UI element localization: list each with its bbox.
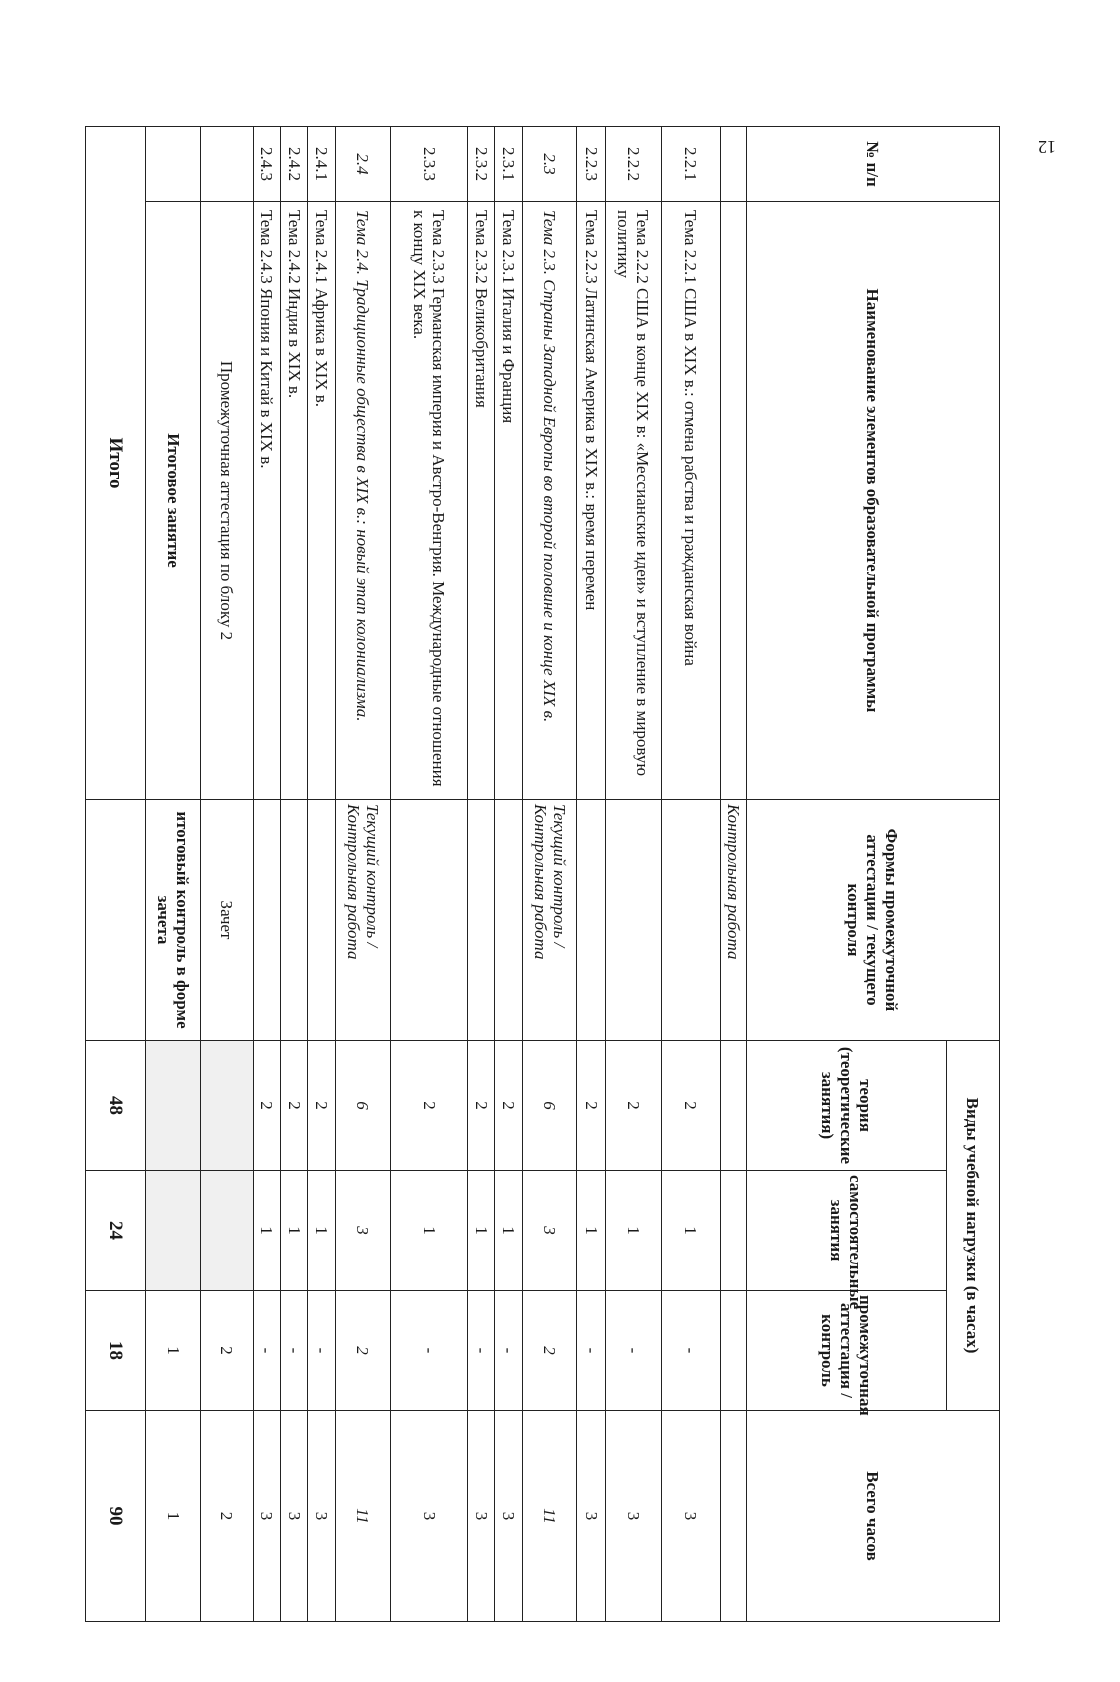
row-self: 1 xyxy=(468,1171,495,1291)
row-name: Тема 2.4.1 Африка в XIX в. xyxy=(308,202,335,800)
row-total: 3 xyxy=(605,1411,661,1622)
interim-block-name: Промежуточная аттестация по блоку 2 xyxy=(201,202,254,800)
row-theory xyxy=(720,1041,746,1171)
row-interim: - xyxy=(468,1291,495,1411)
row-self: 1 xyxy=(577,1171,605,1291)
table-row xyxy=(253,127,280,1622)
row-interim: 2 xyxy=(522,1291,577,1411)
row-total: 3 xyxy=(468,1411,495,1622)
table-row xyxy=(335,127,391,1622)
row-theory: 2 xyxy=(605,1041,661,1171)
row-interim: - xyxy=(495,1291,522,1411)
row-theory: 2 xyxy=(495,1041,522,1171)
row-self: 1 xyxy=(308,1171,335,1291)
row-interim xyxy=(720,1291,746,1411)
table-row xyxy=(605,127,661,1622)
row-name: Тема 2.3.2 Великобритания xyxy=(468,202,495,800)
row-self: 1 xyxy=(280,1171,307,1291)
row-total: 3 xyxy=(577,1411,605,1622)
row-num: 2.2.1 xyxy=(661,127,720,202)
row-interim: - xyxy=(308,1291,335,1411)
grand-total-theory: 48 xyxy=(86,1041,146,1171)
row-interim: - xyxy=(605,1291,661,1411)
row-total: 11 xyxy=(335,1411,391,1622)
final-lesson-name: Итоговое занятие xyxy=(146,202,201,800)
row-form xyxy=(308,800,335,1041)
row-self: 3 xyxy=(335,1171,391,1291)
header-forms: Формы промежуточной аттестации / текущего контроля xyxy=(747,800,1000,1041)
page-number: 12 xyxy=(1038,137,1056,157)
row-theory: 2 xyxy=(308,1041,335,1171)
interim-block-row xyxy=(201,127,254,1622)
row-form xyxy=(280,800,307,1041)
row-num: 2.4.1 xyxy=(308,127,335,202)
row-self: 1 xyxy=(495,1171,522,1291)
table-row xyxy=(280,127,307,1622)
row-form xyxy=(577,800,605,1041)
row-name: Тема 2.3.3 Германская империя и Австро-Венгрия. Международные отношения к концу XIX века. xyxy=(391,202,468,800)
header-name: Наименование элементов образовательной программы xyxy=(747,202,1000,800)
header-interim: промежуточная аттестация / контроль xyxy=(747,1291,947,1411)
interim-block-interim: 2 xyxy=(201,1291,254,1411)
row-name: Тема 2.4.3 Япония и Китай в XIX в. xyxy=(253,202,280,800)
row-theory: 2 xyxy=(280,1041,307,1171)
row-form xyxy=(468,800,495,1041)
row-theory: 2 xyxy=(391,1041,468,1171)
grand-total-row xyxy=(86,127,146,1622)
row-num: 2.3.2 xyxy=(468,127,495,202)
row-num: 2.3 xyxy=(522,127,577,202)
table-row xyxy=(720,127,746,1622)
row-num: 2.4.2 xyxy=(280,127,307,202)
row-form xyxy=(253,800,280,1041)
header-types: Виды учебной нагрузки (в часах) xyxy=(947,1041,1000,1411)
grand-total-label: Итого xyxy=(86,127,146,800)
row-self: 3 xyxy=(522,1171,577,1291)
grand-total-self: 24 xyxy=(86,1171,146,1291)
row-theory: 6 xyxy=(335,1041,391,1171)
row-theory: 2 xyxy=(253,1041,280,1171)
row-total: 11 xyxy=(522,1411,577,1622)
curriculum-table xyxy=(85,126,1000,1622)
table-row xyxy=(577,127,605,1622)
row-num: 2.4 xyxy=(335,127,391,202)
row-form: Контрольная работа xyxy=(720,800,746,1041)
header-self: самостоятельные занятия xyxy=(747,1171,947,1291)
row-interim: - xyxy=(280,1291,307,1411)
final-lesson-form: итоговый контроль в форме зачета xyxy=(146,800,201,1041)
row-num: 2.2.2 xyxy=(605,127,661,202)
row-total: 3 xyxy=(308,1411,335,1622)
row-interim: 2 xyxy=(335,1291,391,1411)
row-form xyxy=(495,800,522,1041)
final-lesson-interim: 1 xyxy=(146,1291,201,1411)
interim-block-total: 2 xyxy=(201,1411,254,1622)
row-name: Тема 2.2.3 Латинская Америка в XIX в.: время перемен xyxy=(577,202,605,800)
row-total: 3 xyxy=(280,1411,307,1622)
row-total: 3 xyxy=(661,1411,720,1622)
row-theory: 2 xyxy=(468,1041,495,1171)
interim-block-form: Зачет xyxy=(201,800,254,1041)
row-interim: - xyxy=(577,1291,605,1411)
final-lesson-total: 1 xyxy=(146,1411,201,1622)
row-form xyxy=(605,800,661,1041)
row-self: 1 xyxy=(605,1171,661,1291)
row-num: 2.4.3 xyxy=(253,127,280,202)
row-interim: - xyxy=(391,1291,468,1411)
table-row xyxy=(495,127,522,1622)
row-theory: 2 xyxy=(577,1041,605,1171)
grand-total-interim: 18 xyxy=(86,1291,146,1411)
row-form xyxy=(391,800,468,1041)
row-num: 2.3.3 xyxy=(391,127,468,202)
row-theory: 6 xyxy=(522,1041,577,1171)
row-self: 1 xyxy=(661,1171,720,1291)
row-num: 2.3.1 xyxy=(495,127,522,202)
table-row xyxy=(391,127,468,1622)
table-row xyxy=(522,127,577,1622)
grand-total-total: 90 xyxy=(86,1411,146,1622)
final-lesson-row xyxy=(146,127,201,1622)
row-total: 3 xyxy=(391,1411,468,1622)
row-name xyxy=(720,202,746,800)
row-interim: - xyxy=(253,1291,280,1411)
row-num xyxy=(720,127,746,202)
row-self: 1 xyxy=(391,1171,468,1291)
row-form: Текущий контроль / Контрольная работа xyxy=(335,800,391,1041)
table-row xyxy=(468,127,495,1622)
row-name: Тема 2.3.1 Италия и Франция xyxy=(495,202,522,800)
rotated-table-wrapper xyxy=(85,126,1000,1621)
row-self: 1 xyxy=(253,1171,280,1291)
header-num: № п/п xyxy=(747,127,1000,202)
row-name: Тема 2.4.2 Индия в XIX в. xyxy=(280,202,307,800)
row-form xyxy=(661,800,720,1041)
table-row xyxy=(661,127,720,1622)
row-total xyxy=(720,1411,746,1622)
row-theory: 2 xyxy=(661,1041,720,1171)
row-interim: - xyxy=(661,1291,720,1411)
row-form: Текущий контроль / Контрольная работа xyxy=(522,800,577,1041)
row-name: Тема 2.2.2 США в конце XIX в: «Мессианские идеи» и вступление в мировую политику xyxy=(605,202,661,800)
row-self xyxy=(720,1171,746,1291)
row-name: Тема 2.4. Традиционные общества в XIX в.: новый этап колониализма. xyxy=(335,202,391,800)
header-total: Всего часов xyxy=(747,1411,1000,1622)
table-row xyxy=(308,127,335,1622)
row-total: 3 xyxy=(253,1411,280,1622)
row-total: 3 xyxy=(495,1411,522,1622)
row-num: 2.2.3 xyxy=(577,127,605,202)
header-theory: теория (теоретические занятия) xyxy=(747,1041,947,1171)
row-name: Тема 2.2.1 США в XIX в.: отмена рабства и гражданская война xyxy=(661,202,720,800)
row-name: Тема 2.3. Страны Западной Европы во второй половине и конце XIX в. xyxy=(522,202,577,800)
